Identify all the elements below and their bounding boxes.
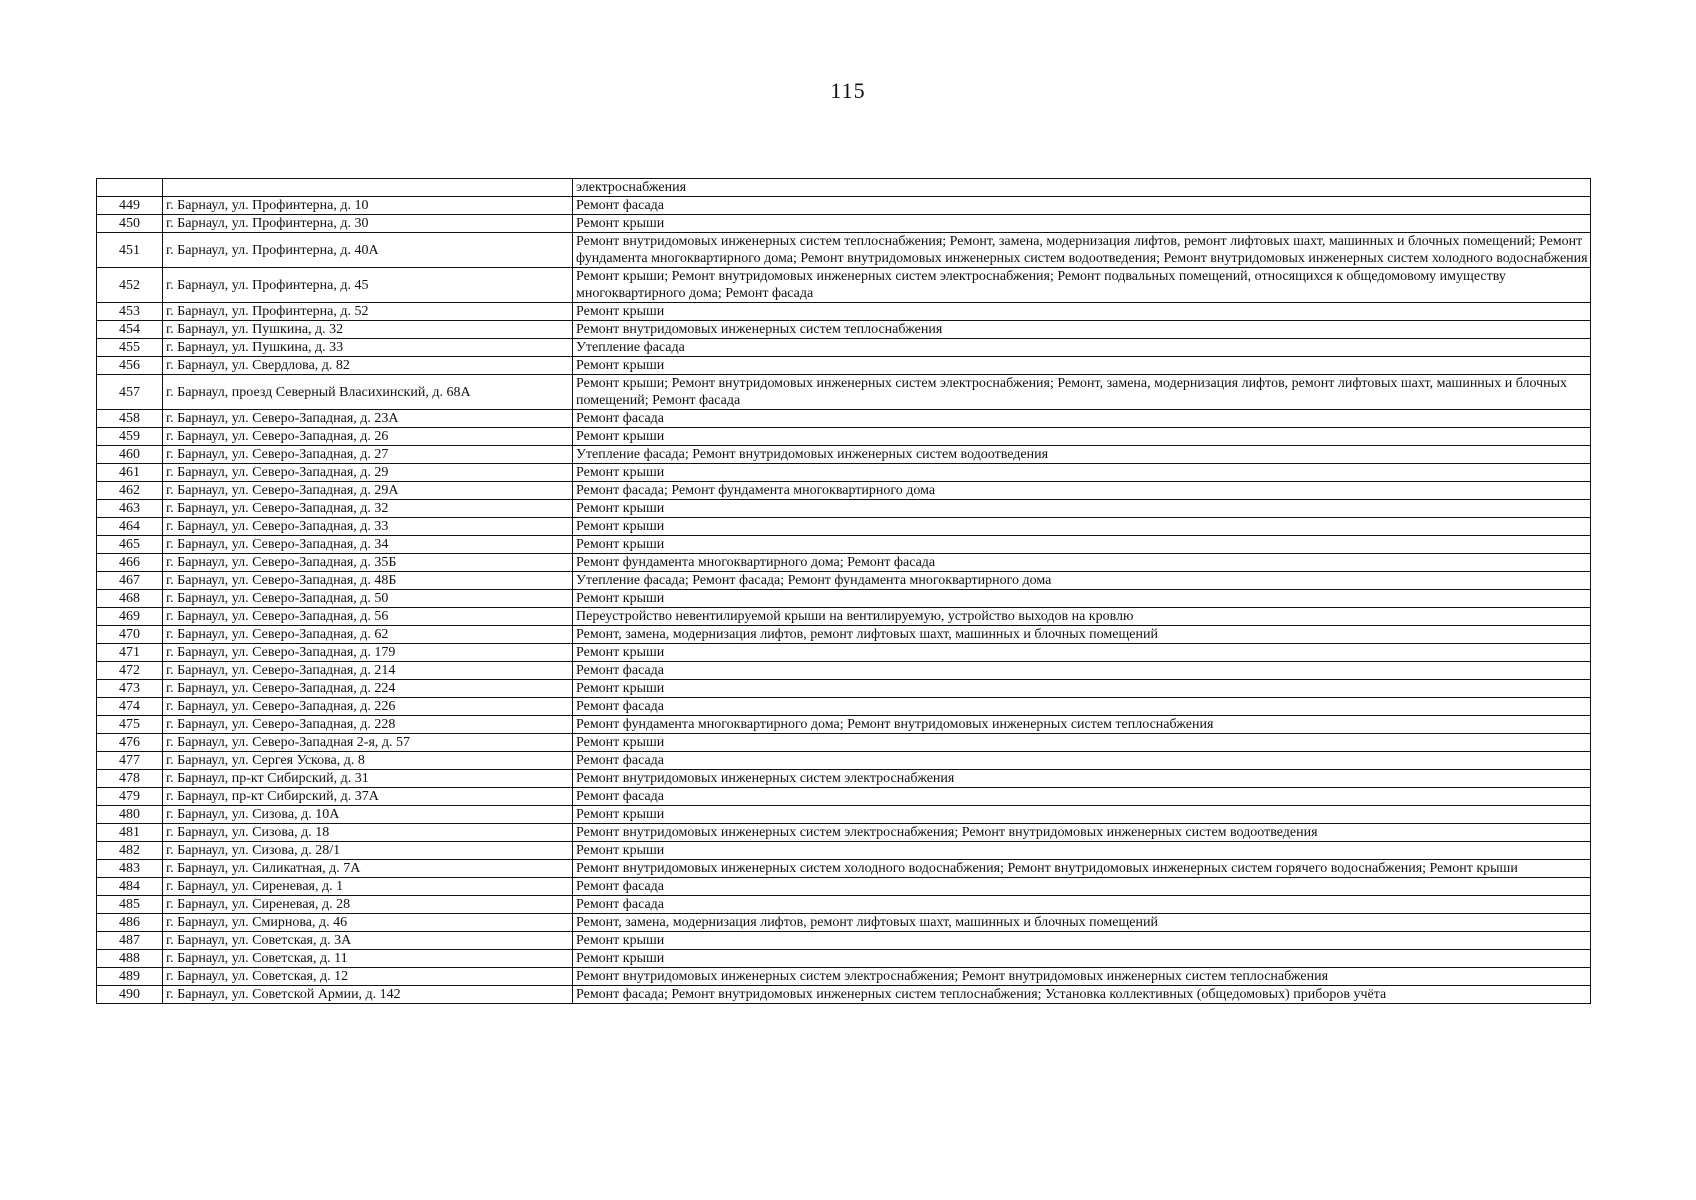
work-type-cell: Ремонт фасада bbox=[573, 410, 1591, 428]
row-number-cell: 474 bbox=[97, 698, 163, 716]
table-row bbox=[97, 500, 1591, 518]
address-cell: г. Барнаул, ул. Северо-Западная, д. 23А bbox=[163, 410, 573, 428]
table-row bbox=[97, 572, 1591, 590]
address-cell: г. Барнаул, ул. Северо-Западная, д. 224 bbox=[163, 680, 573, 698]
row-number-cell: 463 bbox=[97, 500, 163, 518]
row-number-cell: 475 bbox=[97, 716, 163, 734]
row-number-cell: 455 bbox=[97, 339, 163, 357]
address-cell: г. Барнаул, ул. Северо-Западная, д. 26 bbox=[163, 428, 573, 446]
row-number-cell: 481 bbox=[97, 824, 163, 842]
work-type-cell: Ремонт крыши bbox=[573, 590, 1591, 608]
work-type-cell: электроснабжения bbox=[573, 179, 1591, 197]
row-number-cell: 484 bbox=[97, 878, 163, 896]
row-number-cell: 487 bbox=[97, 932, 163, 950]
address-cell: г. Барнаул, ул. Смирнова, д. 46 bbox=[163, 914, 573, 932]
table-row bbox=[97, 716, 1591, 734]
address-cell: г. Барнаул, ул. Северо-Западная, д. 228 bbox=[163, 716, 573, 734]
row-number-cell bbox=[97, 179, 163, 197]
address-cell: г. Барнаул, ул. Северо-Западная, д. 226 bbox=[163, 698, 573, 716]
work-type-cell: Ремонт крыши bbox=[573, 357, 1591, 375]
work-type-cell: Ремонт крыши bbox=[573, 950, 1591, 968]
work-type-cell: Ремонт фасада bbox=[573, 752, 1591, 770]
table-row bbox=[97, 518, 1591, 536]
work-type-cell: Ремонт фасада; Ремонт внутридомовых инженерных систем теплоснабжения; Установка коллективных (общедомовых) приборов учёта bbox=[573, 986, 1591, 1004]
work-type-cell: Ремонт крыши bbox=[573, 464, 1591, 482]
work-type-cell: Ремонт внутридомовых инженерных систем теплоснабжения bbox=[573, 321, 1591, 339]
table-row bbox=[97, 860, 1591, 878]
work-type-cell: Ремонт внутридомовых инженерных систем холодного водоснабжения; Ремонт внутридомовых инженерных систем горячего водоснабжения; Ремонт крыши bbox=[573, 860, 1591, 878]
work-type-cell: Ремонт крыши bbox=[573, 215, 1591, 233]
address-cell: г. Барнаул, ул. Сиреневая, д. 1 bbox=[163, 878, 573, 896]
work-type-cell: Ремонт фасада bbox=[573, 662, 1591, 680]
table-row bbox=[97, 986, 1591, 1004]
address-cell bbox=[163, 179, 573, 197]
row-number-cell: 460 bbox=[97, 446, 163, 464]
table-row bbox=[97, 824, 1591, 842]
work-type-cell: Утепление фасада; Ремонт внутридомовых инженерных систем водоотведения bbox=[573, 446, 1591, 464]
address-cell: г. Барнаул, ул. Советской Армии, д. 142 bbox=[163, 986, 573, 1004]
table-row bbox=[97, 357, 1591, 375]
page-number: 115 bbox=[830, 78, 866, 103]
row-number-cell: 468 bbox=[97, 590, 163, 608]
table-row bbox=[97, 339, 1591, 357]
work-type-cell: Ремонт фасада; Ремонт фундамента многоквартирного дома bbox=[573, 482, 1591, 500]
address-cell: г. Барнаул, ул. Сиреневая, д. 28 bbox=[163, 896, 573, 914]
row-number-cell: 458 bbox=[97, 410, 163, 428]
address-cell: г. Барнаул, ул. Пушкина, д. 32 bbox=[163, 321, 573, 339]
table-row bbox=[97, 179, 1591, 197]
row-number-cell: 479 bbox=[97, 788, 163, 806]
row-number-cell: 486 bbox=[97, 914, 163, 932]
row-number-cell: 457 bbox=[97, 375, 163, 410]
row-number-cell: 449 bbox=[97, 197, 163, 215]
work-type-cell: Ремонт крыши bbox=[573, 428, 1591, 446]
repair-registry-table bbox=[96, 178, 1591, 1004]
work-type-cell: Ремонт фасада bbox=[573, 788, 1591, 806]
work-type-cell: Ремонт крыши bbox=[573, 303, 1591, 321]
address-cell: г. Барнаул, пр-кт Сибирский, д. 31 bbox=[163, 770, 573, 788]
address-cell: г. Барнаул, ул. Северо-Западная, д. 32 bbox=[163, 500, 573, 518]
work-type-cell: Утепление фасада; Ремонт фасада; Ремонт фундамента многоквартирного дома bbox=[573, 572, 1591, 590]
work-type-cell: Ремонт крыши bbox=[573, 734, 1591, 752]
work-type-cell: Ремонт фасада bbox=[573, 878, 1591, 896]
address-cell: г. Барнаул, ул. Советская, д. 11 bbox=[163, 950, 573, 968]
address-cell: г. Барнаул, ул. Пушкина, д. 33 bbox=[163, 339, 573, 357]
table-row bbox=[97, 644, 1591, 662]
table-row bbox=[97, 878, 1591, 896]
work-type-cell: Ремонт фундамента многоквартирного дома; Ремонт фасада bbox=[573, 554, 1591, 572]
work-type-cell: Ремонт, замена, модернизация лифтов, ремонт лифтовых шахт, машинных и блочных помещений bbox=[573, 914, 1591, 932]
row-number-cell: 470 bbox=[97, 626, 163, 644]
address-cell: г. Барнаул, ул. Северо-Западная, д. 33 bbox=[163, 518, 573, 536]
table-row bbox=[97, 268, 1591, 303]
address-cell: г. Барнаул, ул. Советская, д. 3А bbox=[163, 932, 573, 950]
address-cell: г. Барнаул, ул. Профинтерна, д. 52 bbox=[163, 303, 573, 321]
table-row bbox=[97, 375, 1591, 410]
row-number-cell: 453 bbox=[97, 303, 163, 321]
row-number-cell: 488 bbox=[97, 950, 163, 968]
work-type-cell: Ремонт фасада bbox=[573, 896, 1591, 914]
row-number-cell: 489 bbox=[97, 968, 163, 986]
work-type-cell: Ремонт крыши bbox=[573, 536, 1591, 554]
address-cell: г. Барнаул, ул. Северо-Западная, д. 56 bbox=[163, 608, 573, 626]
row-number-cell: 477 bbox=[97, 752, 163, 770]
row-number-cell: 466 bbox=[97, 554, 163, 572]
row-number-cell: 462 bbox=[97, 482, 163, 500]
work-type-cell: Ремонт крыши bbox=[573, 842, 1591, 860]
row-number-cell: 464 bbox=[97, 518, 163, 536]
row-number-cell: 476 bbox=[97, 734, 163, 752]
address-cell: г. Барнаул, проезд Северный Власихинский, д. 68А bbox=[163, 375, 573, 410]
address-cell: г. Барнаул, ул. Северо-Западная, д. 214 bbox=[163, 662, 573, 680]
row-number-cell: 472 bbox=[97, 662, 163, 680]
table-row bbox=[97, 806, 1591, 824]
table-row bbox=[97, 950, 1591, 968]
table-row bbox=[97, 626, 1591, 644]
table-row bbox=[97, 968, 1591, 986]
row-number-cell: 450 bbox=[97, 215, 163, 233]
work-type-cell: Ремонт крыши bbox=[573, 932, 1591, 950]
table-row bbox=[97, 914, 1591, 932]
work-type-cell: Ремонт фундамента многоквартирного дома; Ремонт внутридомовых инженерных систем теплоснабжения bbox=[573, 716, 1591, 734]
address-cell: г. Барнаул, ул. Профинтерна, д. 30 bbox=[163, 215, 573, 233]
row-number-cell: 452 bbox=[97, 268, 163, 303]
work-type-cell: Ремонт крыши bbox=[573, 518, 1591, 536]
address-cell: г. Барнаул, ул. Северо-Западная, д. 29 bbox=[163, 464, 573, 482]
row-number-cell: 478 bbox=[97, 770, 163, 788]
address-cell: г. Барнаул, ул. Сергея Ускова, д. 8 bbox=[163, 752, 573, 770]
address-cell: г. Барнаул, ул. Северо-Западная, д. 34 bbox=[163, 536, 573, 554]
table-row bbox=[97, 554, 1591, 572]
row-number-cell: 471 bbox=[97, 644, 163, 662]
table-row bbox=[97, 410, 1591, 428]
work-type-cell: Ремонт внутридомовых инженерных систем теплоснабжения; Ремонт, замена, модернизация лифтов, ремонт лифтовых шахт, машинных и блочных помещений; Ремонт фундамента многоквартирного дома; Ремонт внутридомовых инженерных систем водоотведения; Ремонт внутридомовых инженерных систем холодного водоснабжения bbox=[573, 233, 1591, 268]
table-row bbox=[97, 233, 1591, 268]
table-row bbox=[97, 197, 1591, 215]
row-number-cell: 465 bbox=[97, 536, 163, 554]
row-number-cell: 461 bbox=[97, 464, 163, 482]
table-row bbox=[97, 734, 1591, 752]
table-row bbox=[97, 303, 1591, 321]
address-cell: г. Барнаул, ул. Северо-Западная, д. 62 bbox=[163, 626, 573, 644]
row-number-cell: 459 bbox=[97, 428, 163, 446]
table-row bbox=[97, 788, 1591, 806]
work-type-cell: Ремонт крыши; Ремонт внутридомовых инженерных систем электроснабжения; Ремонт, замена, модернизация лифтов, ремонт лифтовых шахт, машинных и блочных помещений; Ремонт фасада bbox=[573, 375, 1591, 410]
address-cell: г. Барнаул, ул. Северо-Западная, д. 29А bbox=[163, 482, 573, 500]
table-row bbox=[97, 662, 1591, 680]
row-number-cell: 467 bbox=[97, 572, 163, 590]
table-row bbox=[97, 680, 1591, 698]
row-number-cell: 485 bbox=[97, 896, 163, 914]
work-type-cell: Ремонт, замена, модернизация лифтов, ремонт лифтовых шахт, машинных и блочных помещений bbox=[573, 626, 1591, 644]
work-type-cell: Ремонт крыши bbox=[573, 680, 1591, 698]
address-cell: г. Барнаул, ул. Северо-Западная 2-я, д. 57 bbox=[163, 734, 573, 752]
address-cell: г. Барнаул, ул. Сизова, д. 10А bbox=[163, 806, 573, 824]
address-cell: г. Барнаул, ул. Северо-Западная, д. 50 bbox=[163, 590, 573, 608]
address-cell: г. Барнаул, ул. Северо-Западная, д. 48Б bbox=[163, 572, 573, 590]
registry-body bbox=[97, 179, 1591, 1004]
table-row bbox=[97, 770, 1591, 788]
row-number-cell: 480 bbox=[97, 806, 163, 824]
address-cell: г. Барнаул, ул. Свердлова, д. 82 bbox=[163, 357, 573, 375]
table-row bbox=[97, 321, 1591, 339]
work-type-cell: Переустройство невентилируемой крыши на вентилируемую, устройство выходов на кровлю bbox=[573, 608, 1591, 626]
table-row bbox=[97, 608, 1591, 626]
table-row bbox=[97, 932, 1591, 950]
address-cell: г. Барнаул, ул. Советская, д. 12 bbox=[163, 968, 573, 986]
table-row bbox=[97, 446, 1591, 464]
table-row bbox=[97, 464, 1591, 482]
address-cell: г. Барнаул, ул. Северо-Западная, д. 27 bbox=[163, 446, 573, 464]
row-number-cell: 456 bbox=[97, 357, 163, 375]
work-type-cell: Ремонт крыши; Ремонт внутридомовых инженерных систем электроснабжения; Ремонт подвальных помещений, относящихся к общедомовому имуществу многоквартирного дома; Ремонт фасада bbox=[573, 268, 1591, 303]
row-number-cell: 473 bbox=[97, 680, 163, 698]
row-number-cell: 451 bbox=[97, 233, 163, 268]
table-row bbox=[97, 536, 1591, 554]
work-type-cell: Ремонт фасада bbox=[573, 197, 1591, 215]
address-cell: г. Барнаул, ул. Силикатная, д. 7А bbox=[163, 860, 573, 878]
address-cell: г. Барнаул, ул. Северо-Западная, д. 35Б bbox=[163, 554, 573, 572]
address-cell: г. Барнаул, пр-кт Сибирский, д. 37А bbox=[163, 788, 573, 806]
table-row bbox=[97, 842, 1591, 860]
row-number-cell: 469 bbox=[97, 608, 163, 626]
address-cell: г. Барнаул, ул. Профинтерна, д. 10 bbox=[163, 197, 573, 215]
table-row bbox=[97, 698, 1591, 716]
work-type-cell: Ремонт внутридомовых инженерных систем электроснабжения bbox=[573, 770, 1591, 788]
table-row bbox=[97, 482, 1591, 500]
work-type-cell: Утепление фасада bbox=[573, 339, 1591, 357]
table-row bbox=[97, 428, 1591, 446]
work-type-cell: Ремонт внутридомовых инженерных систем электроснабжения; Ремонт внутридомовых инженерных систем водоотведения bbox=[573, 824, 1591, 842]
work-type-cell: Ремонт фасада bbox=[573, 698, 1591, 716]
table-row bbox=[97, 752, 1591, 770]
row-number-cell: 482 bbox=[97, 842, 163, 860]
row-number-cell: 454 bbox=[97, 321, 163, 339]
work-type-cell: Ремонт крыши bbox=[573, 806, 1591, 824]
table-row bbox=[97, 215, 1591, 233]
work-type-cell: Ремонт крыши bbox=[573, 644, 1591, 662]
row-number-cell: 483 bbox=[97, 860, 163, 878]
work-type-cell: Ремонт крыши bbox=[573, 500, 1591, 518]
address-cell: г. Барнаул, ул. Профинтерна, д. 40А bbox=[163, 233, 573, 268]
row-number-cell: 490 bbox=[97, 986, 163, 1004]
address-cell: г. Барнаул, ул. Профинтерна, д. 45 bbox=[163, 268, 573, 303]
table-row bbox=[97, 590, 1591, 608]
work-type-cell: Ремонт внутридомовых инженерных систем электроснабжения; Ремонт внутридомовых инженерных систем теплоснабжения bbox=[573, 968, 1591, 986]
address-cell: г. Барнаул, ул. Северо-Западная, д. 179 bbox=[163, 644, 573, 662]
table-row bbox=[97, 896, 1591, 914]
address-cell: г. Барнаул, ул. Сизова, д. 28/1 bbox=[163, 842, 573, 860]
address-cell: г. Барнаул, ул. Сизова, д. 18 bbox=[163, 824, 573, 842]
